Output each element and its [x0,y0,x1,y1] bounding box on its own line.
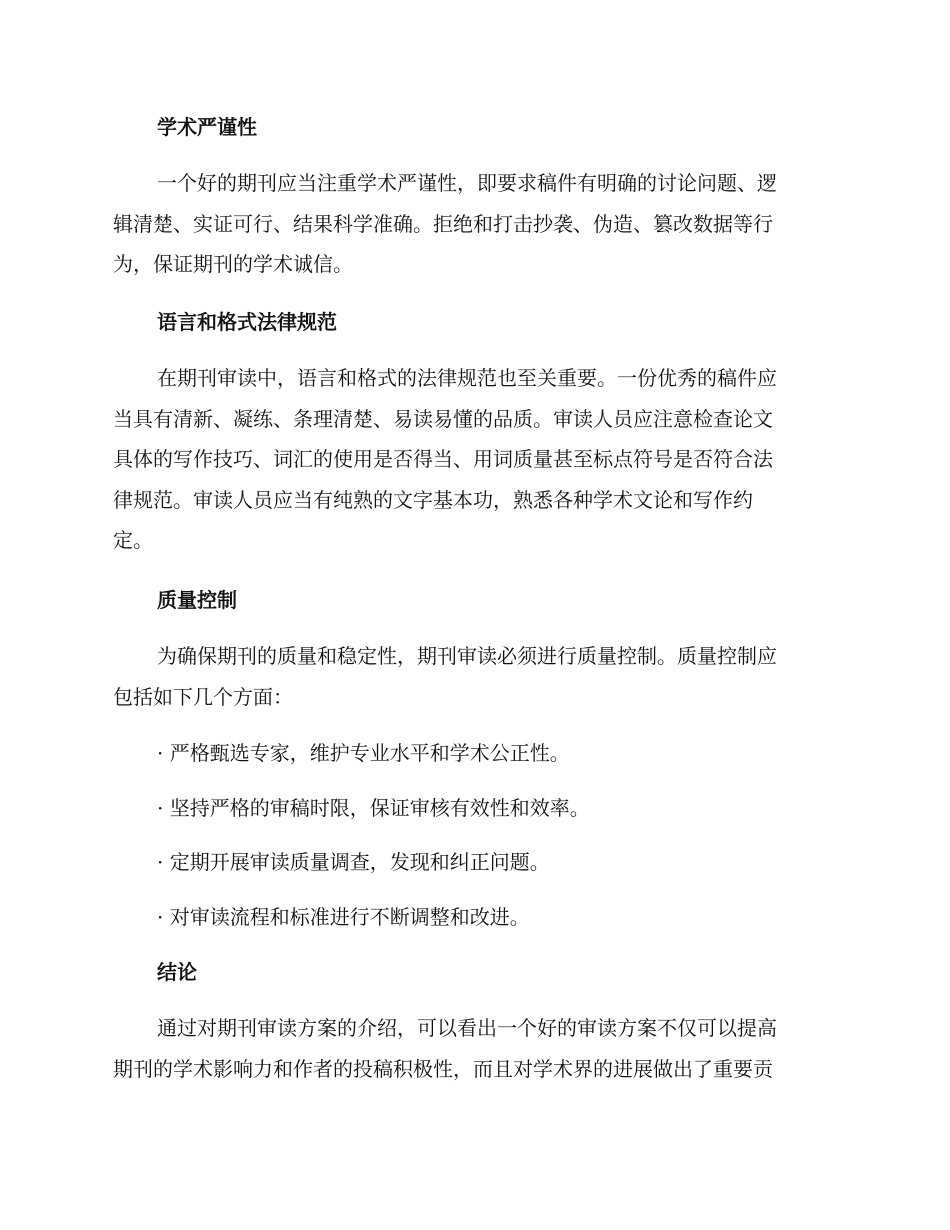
paragraph-line: 律规范。审读人员应当有纯熟的文字基本功，熟悉各种学术文论和写作约 [113,487,753,512]
paragraph-line: 一个好的期刊应当注重学术严谨性，即要求稿件有明确的讨论问题、逻 [157,171,777,195]
bullet-item: · 严格甄选专家，维护专业水平和学术公正性。 [157,741,570,765]
paragraph-line: 为，保证期刊的学术诚信。 [113,252,353,276]
paragraph-line: 通过对期刊审读方案的介绍，可以看出一个好的审读方案不仅可以提高 [157,1016,777,1040]
bullet-item: · 定期开展审读质量调查，发现和纠正问题。 [157,850,550,874]
paragraph-line: 为确保期刊的质量和稳定性，期刊审读必须进行质量控制。质量控制应 [157,644,777,668]
section-heading-quality-control: 质量控制 [157,588,237,612]
paragraph-line: 包括如下几个方面： [113,684,293,709]
paragraph-academic-rigor [113,163,833,285]
paragraph-language-format [113,358,833,561]
section-heading-language-format: 语言和格式法律规范 [157,310,337,334]
section-heading-conclusion: 结论 [157,960,197,984]
paragraph-conclusion [113,1008,833,1089]
paragraph-line: 辑清楚、实证可行、结果科学准确。拒绝和打击抄袭、伪造、篡改数据等行 [113,211,773,236]
bullet-item: · 坚持严格的审稿时限，保证审核有效性和效率。 [157,796,590,820]
paragraph-quality-control [113,636,833,717]
bullet-item: · 对审读流程和标准进行不断调整和改进。 [157,905,530,929]
paragraph-line: 期刊的学术影响力和作者的投稿积极性，而且对学术界的进展做出了重要贡 [113,1056,773,1081]
section-heading-academic-rigor: 学术严谨性 [157,115,257,139]
paragraph-line: 定。 [113,528,153,552]
paragraph-line: 具体的写作技巧、词汇的使用是否得当、用词质量甚至标点符号是否符合法 [113,447,773,471]
paragraph-line: 当具有清新、凝练、条理清楚、易读易懂的品质。审读人员应注意检查论文 [113,406,773,431]
paragraph-line: 在期刊审读中，语言和格式的法律规范也至关重要。一份优秀的稿件应 [157,366,777,390]
